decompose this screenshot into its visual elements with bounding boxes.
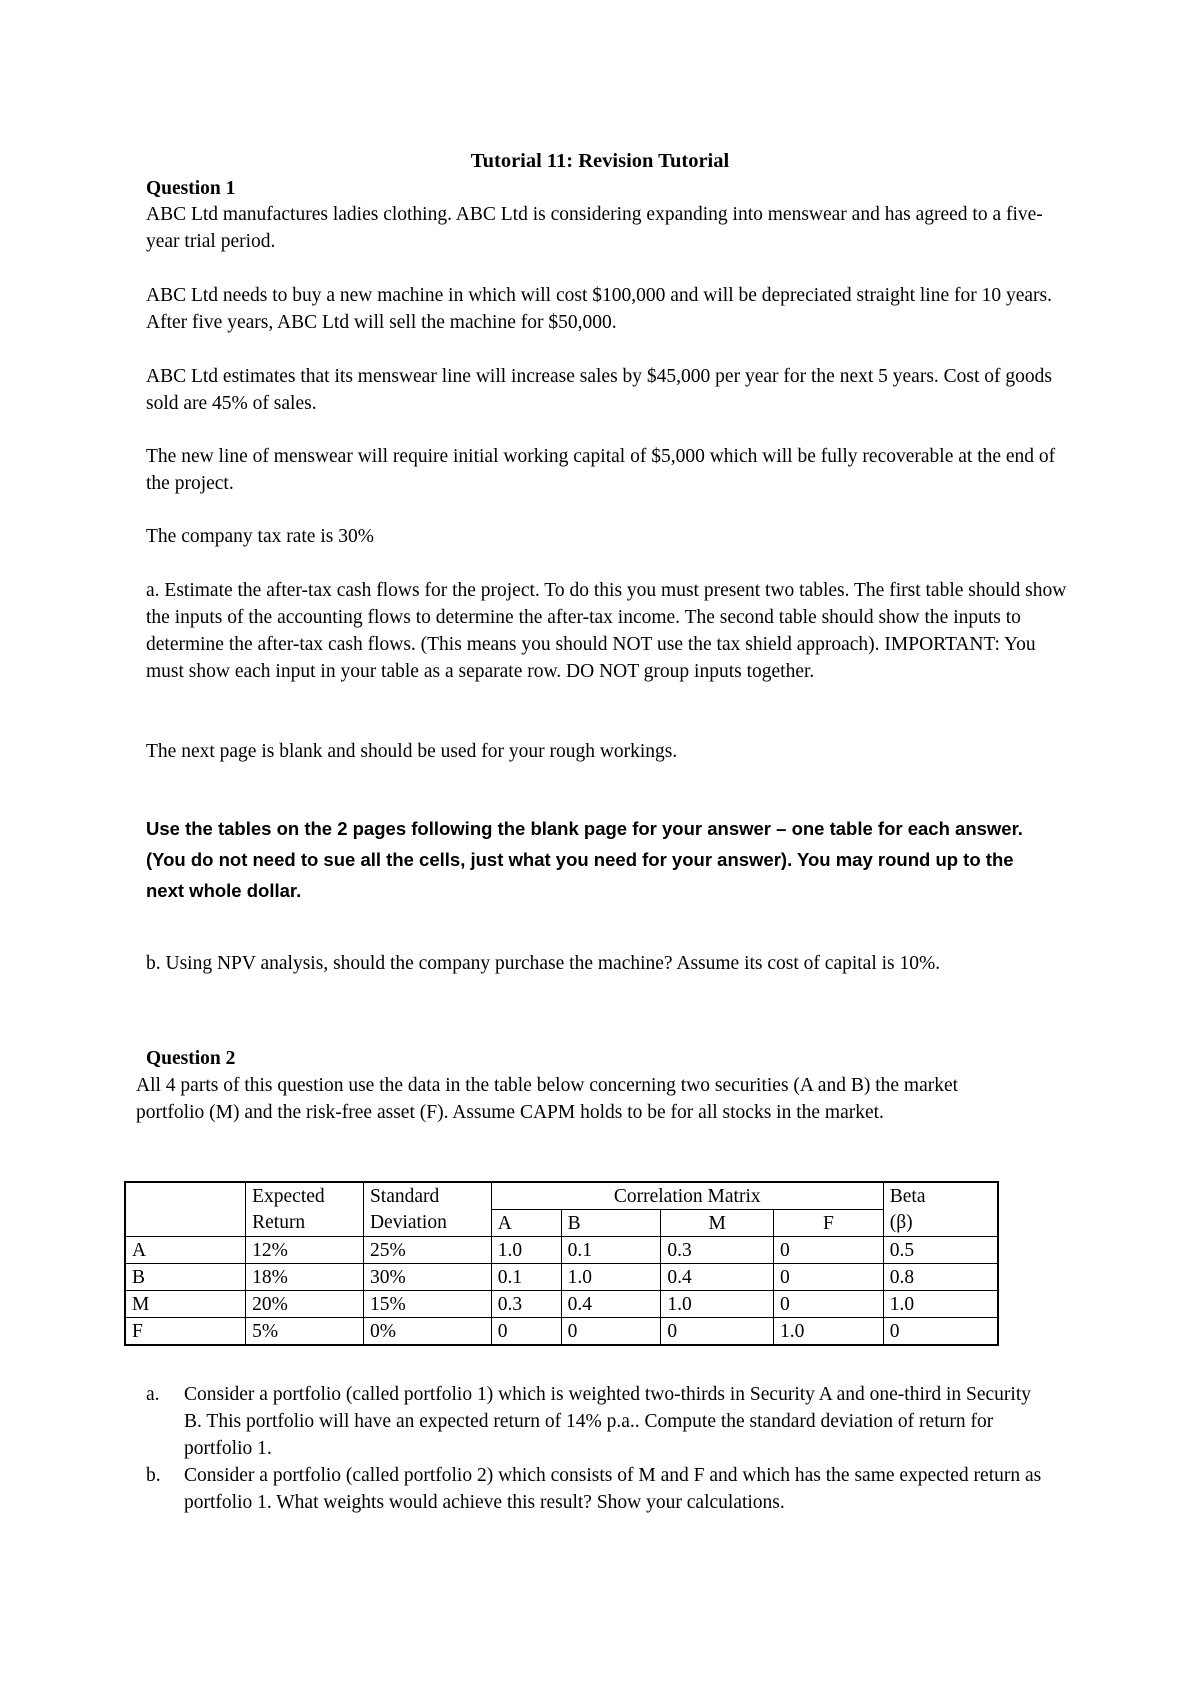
cell-std-dev: 25% [363, 1237, 491, 1264]
q1-paragraph-2: ABC Ltd needs to buy a new machine in which will cost $100,000 and will be depreciated straight line for 10 years. After five years, ABC Ltd will sell the machine for $50,000. [146, 285, 1052, 333]
cell-corr-a: 0.1 [491, 1264, 561, 1291]
securities-table [124, 1181, 999, 1346]
list-item-text: Consider a portfolio (called portfolio 1) which is weighted two-thirds in Security A and one-third in Security B. This portfolio will have an expected return of 14% p.a.. Compute the standard deviation of return for portfolio 1. [184, 1384, 1032, 1459]
q1-tax-rate: The company tax rate is 30% [146, 526, 374, 547]
header-corr-m: M [661, 1210, 774, 1237]
cell-corr-b: 0 [561, 1318, 661, 1346]
cell-beta: 0.8 [883, 1264, 998, 1291]
header-correlation-matrix: Correlation Matrix [491, 1182, 883, 1210]
list-item [146, 1381, 1046, 1462]
cell-corr-m: 1.0 [661, 1291, 774, 1318]
cell-beta: 0 [883, 1318, 998, 1346]
cell-beta: 1.0 [883, 1291, 998, 1318]
cell-std-dev: 0% [363, 1318, 491, 1346]
header-return: Return [246, 1210, 364, 1237]
question-2-heading: Question 2 [146, 1048, 236, 1069]
cell-expected-return: 12% [246, 1237, 364, 1264]
table-header-row-2 [125, 1210, 998, 1237]
table-header-row-1 [125, 1182, 998, 1210]
cell-corr-a: 0 [491, 1318, 561, 1346]
q2-intro: All 4 parts of this question use the data in the table below concerning two securities (A and B) the market portfolio (M) and the risk-free asset (F). Assume CAPM holds to be for all stocks in the market. [136, 1075, 959, 1123]
q1-answer-instructions: Use the tables on the 2 pages following the blank page for your answer – one table for each answer. (You do not need to sue all the cells, just what you need for your answer). You may round up to the next whole dollar. [146, 818, 1023, 901]
cell-beta: 0.5 [883, 1237, 998, 1264]
q1-paragraph-4: The new line of menswear will require initial working capital of $5,000 which will be fully recoverable at the end of the project. [146, 446, 1056, 494]
q1-paragraph-1: ABC Ltd manufactures ladies clothing. ABC Ltd is considering expanding into menswear and has agreed to a five-year trial period. [146, 204, 1043, 252]
header-beta: Beta [883, 1182, 998, 1210]
header-deviation: Deviation [363, 1210, 491, 1237]
list-item [146, 1462, 1046, 1516]
header-beta-symbol: (β) [883, 1210, 998, 1237]
list-marker: b. [146, 1465, 161, 1486]
header-standard: Standard [363, 1182, 491, 1210]
cell-corr-f: 1.0 [774, 1318, 884, 1346]
cell-corr-m: 0.3 [661, 1237, 774, 1264]
cell-corr-f: 0 [774, 1237, 884, 1264]
question-1-heading: Question 1 [146, 178, 236, 199]
header-empty-cell [125, 1182, 246, 1210]
cell-expected-return: 5% [246, 1318, 364, 1346]
row-label: B [125, 1264, 246, 1291]
header-corr-a: A [491, 1210, 561, 1237]
cell-corr-f: 0 [774, 1291, 884, 1318]
header-corr-f: F [774, 1210, 884, 1237]
header-corr-b: B [561, 1210, 661, 1237]
list-marker: a. [146, 1384, 160, 1405]
cell-corr-b: 1.0 [561, 1264, 661, 1291]
q1-part-a: a. Estimate the after-tax cash flows for the project. To do this you must present two tables. The first table should show the inputs of the accounting flows to determine the after-tax income. The second table should show the inputs to determine the after-tax cash flows. (This means you should NOT use the tax shield approach). IMPORTANT: You must show each input in your table as a separate row. DO NOT group inputs together. [146, 580, 1067, 682]
row-label: A [125, 1237, 246, 1264]
header-empty-cell [125, 1210, 246, 1237]
table-row [125, 1264, 998, 1291]
q1-rough-workings-note: The next page is blank and should be used for your rough workings. [146, 741, 678, 762]
cell-std-dev: 30% [363, 1264, 491, 1291]
cell-corr-a: 0.3 [491, 1291, 561, 1318]
cell-corr-b: 0.1 [561, 1237, 661, 1264]
cell-corr-b: 0.4 [561, 1291, 661, 1318]
cell-expected-return: 18% [246, 1264, 364, 1291]
row-label: M [125, 1291, 246, 1318]
list-item-text: Consider a portfolio (called portfolio 2) which consists of M and F and which has the same expected return as portfolio 1. What weights would achieve this result? Show your calculations. [184, 1465, 1042, 1513]
cell-corr-a: 1.0 [491, 1237, 561, 1264]
cell-expected-return: 20% [246, 1291, 364, 1318]
header-expected: Expected [246, 1182, 364, 1210]
table-row [125, 1318, 998, 1346]
q1-paragraph-3: ABC Ltd estimates that its menswear line will increase sales by $45,000 per year for the next 5 years. Cost of goods sold are 45% of sales. [146, 366, 1052, 414]
cell-corr-m: 0 [661, 1318, 774, 1346]
table-row [125, 1237, 998, 1264]
cell-std-dev: 15% [363, 1291, 491, 1318]
table-row [125, 1291, 998, 1318]
q1-part-b: b. Using NPV analysis, should the company purchase the machine? Assume its cost of capital is 10%. [146, 953, 941, 974]
cell-corr-f: 0 [774, 1264, 884, 1291]
q2-parts-list [146, 1381, 1046, 1516]
cell-corr-m: 0.4 [661, 1264, 774, 1291]
row-label: F [125, 1318, 246, 1346]
page-title: Tutorial 11: Revision Tutorial [470, 150, 730, 172]
